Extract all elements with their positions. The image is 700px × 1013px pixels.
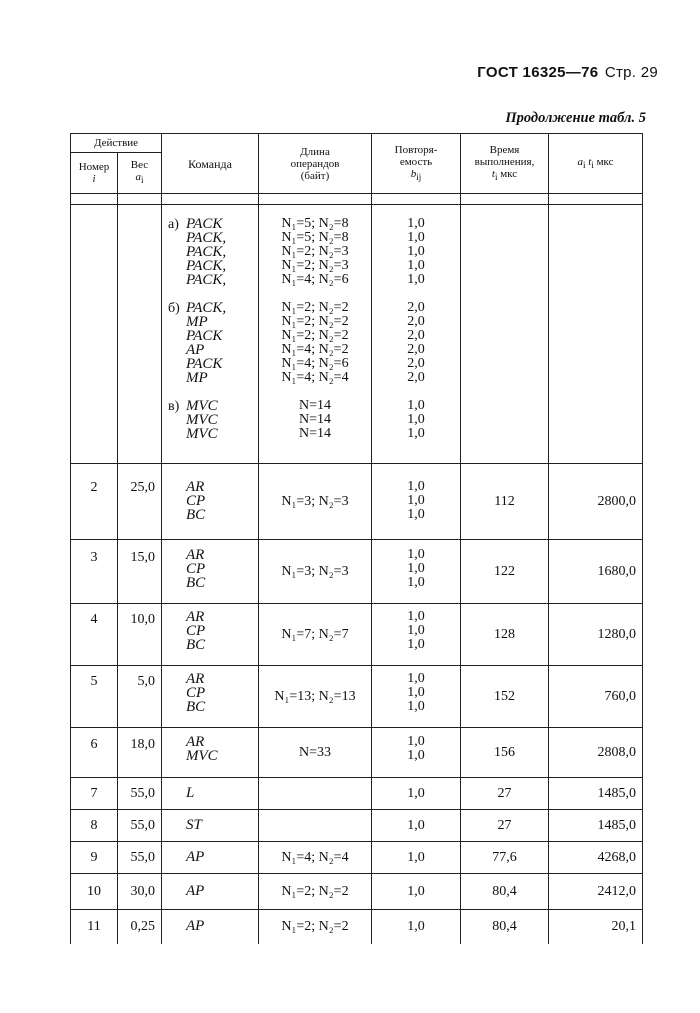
table-row: 6 18,0 AR MVC N=33 1,0 1,0 156 2808,0 [71,728,643,778]
table-row: 8 55,0 ST 1,0 27 1485,0 [71,810,643,842]
table-continuation-title: Продолжение табл. 5 [505,110,646,126]
header-separator [71,194,643,205]
header-repeat: Повторя- емость $b_{ij}$ [372,134,461,194]
header-command: Команда [162,134,259,194]
table-row: 3 15,0 AR CP BC N₁=3; N₂=3 1,0 1,0 1,0 122 1680,0 [71,540,643,604]
header-length: Длина операндов (байт) [259,134,372,194]
table-row: 7 55,0 L 1,0 27 1485,0 [71,778,643,810]
header-action: Действие [71,134,162,153]
table-row: 5 5,0 AR CP BC N₁=13; N₂=13 1,0 1,0 1,0 152 760,0 [71,666,643,728]
page-header [0,64,658,81]
header-product: $a_i$ $t_i$ мкс [549,134,643,194]
page-number: Стр. 29 [604,64,658,81]
header-weight: Вес $a_i$ [118,153,162,194]
header-time: Время выполнения, $t_i$ мкс [461,134,549,194]
header-number: Номер i [71,153,118,194]
data-table [70,133,643,944]
table-row: 9 55,0 AP N₁=4; N₂=4 1,0 77,6 4268,0 [71,842,643,874]
table-row: 4 10,0 AR CP BC N₁=7; N₂=7 1,0 1,0 1,0 128 1280,0 [71,604,643,666]
table-row: 10 30,0 AP N₁=2; N₂=2 1,0 80,4 2412,0 [71,874,643,910]
table-row: а) PACK PACK, PACK, PACK, PACK, б) PACK, MP PACK AP PACK MP в) MVC MVC MVC N₁=5; N₂=8 N₁=5; N₂=8 N₁=2; N₂=3 N₁=2; N₂=3 N₁=4; N₂=6 N₁=2; N₂=2 N₁=2; N₂=2 N₁=2; N₂=2 N₁=4; N₂=2 N₁=4; N₂=6 N₁=4; N₂=4 N=14 N=14 N=14 1,0 1,0 1,0 1,0 1,0 2,0 2,0 2,0 2,0 2,0 2,0 1,0 1,0 1,0 [71,205,643,464]
gost-number: ГОСТ 16325—76 [477,64,599,81]
table-row: 2 25,0 AR CP BC N₁=3; N₂=3 1,0 1,0 1,0 112 2800,0 [71,464,643,540]
table-row: 11 0,25 AP N₁=2; N₂=2 1,0 80,4 20,1 [71,910,643,944]
